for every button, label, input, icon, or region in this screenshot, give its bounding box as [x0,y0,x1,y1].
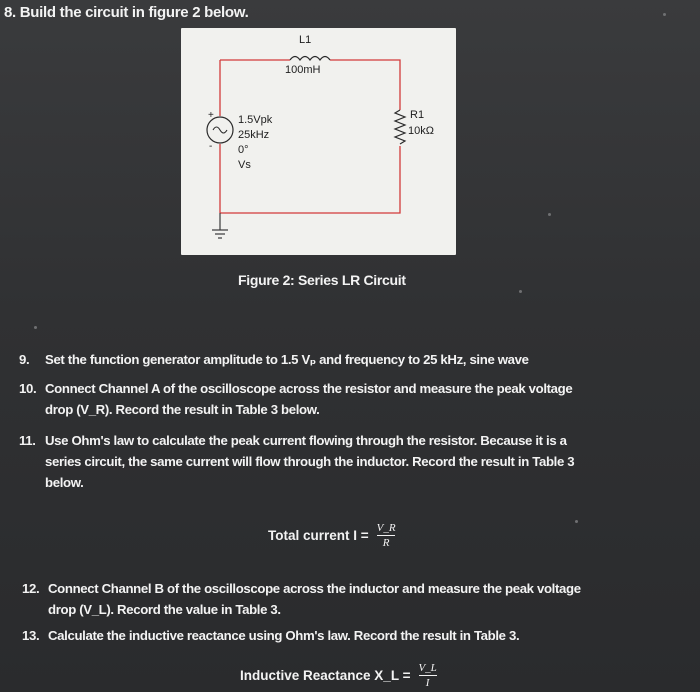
background-speck [34,326,37,329]
inductor-value: 100mH [285,64,321,76]
step-line: Connect Channel B of the oscilloscope across the inductor and measure the peak voltage [48,581,581,596]
fraction-bar [419,675,437,676]
step-line: Connect Channel A of the oscilloscope across the resistor and measure the peak voltage [45,381,573,396]
fraction [418,662,436,689]
background-speck [548,213,551,216]
inductive-reactance-formula [240,662,437,689]
source-plus-sign: + [208,110,214,121]
step-9 [19,349,529,370]
step-line: drop (V_R). Record the result in Table 3 below. [45,402,320,417]
step-number: 13. [22,628,40,643]
step-line: drop (V_L). Record the value in Table 3. [48,602,281,617]
background-speck [575,520,578,523]
figure-caption: Figure 2: Series LR Circuit [238,272,406,288]
step-number: 12. [22,581,40,596]
wire-right-bottom [220,146,400,213]
fraction-bar [377,535,395,536]
denominator: I [425,677,430,689]
source-phase: 0° [238,144,249,156]
step-line: below. [45,475,84,490]
source-amplitude: 1.5Vpk [238,114,273,126]
inductor-name: L1 [299,34,312,46]
step-number: 10. [19,381,37,396]
numerator: V_R [376,522,396,534]
source-frequency: 25kHz [238,129,270,141]
step-number: 9. [19,352,30,367]
resistor-symbol [395,110,405,144]
step-10 [19,378,572,420]
step-13 [22,625,519,646]
resistor-name: R1 [410,109,425,121]
source-minus-sign: - [209,141,213,152]
formula-label: Total current I = [268,528,369,543]
step-number: 11. [19,433,36,448]
step-8-heading: 8. Build the circuit in figure 2 below. [4,4,249,21]
background-speck [663,13,666,16]
numerator: V_L [418,662,437,674]
formula-label: Inductive Reactance X_L = [240,668,411,683]
step-12 [22,578,581,620]
wire-top-right [330,60,400,110]
step-line: series circuit, the same current will flow through the inductor. Record the result in Table 3 [45,454,575,469]
step-line: Use Ohm's law to calculate the peak current flowing through the resistor. Because it is a [45,433,567,448]
denominator: R [382,537,390,549]
fraction [377,522,396,549]
source-name: Vs [238,159,251,171]
circuit-diagram [181,28,456,255]
inductor-symbol [290,57,330,61]
background-speck [519,290,522,293]
step-line: Calculate the inductive reactance using Ohm's law. Record the result in Table 3. [48,628,520,643]
circuit-figure [181,28,456,255]
step-11 [19,430,574,493]
total-current-formula [268,522,396,549]
resistor-value: 10kΩ [408,125,434,137]
step-line: Set the function generator amplitude to 1.5 Vₚ and frequency to 25 kHz, sine wave [45,352,529,367]
